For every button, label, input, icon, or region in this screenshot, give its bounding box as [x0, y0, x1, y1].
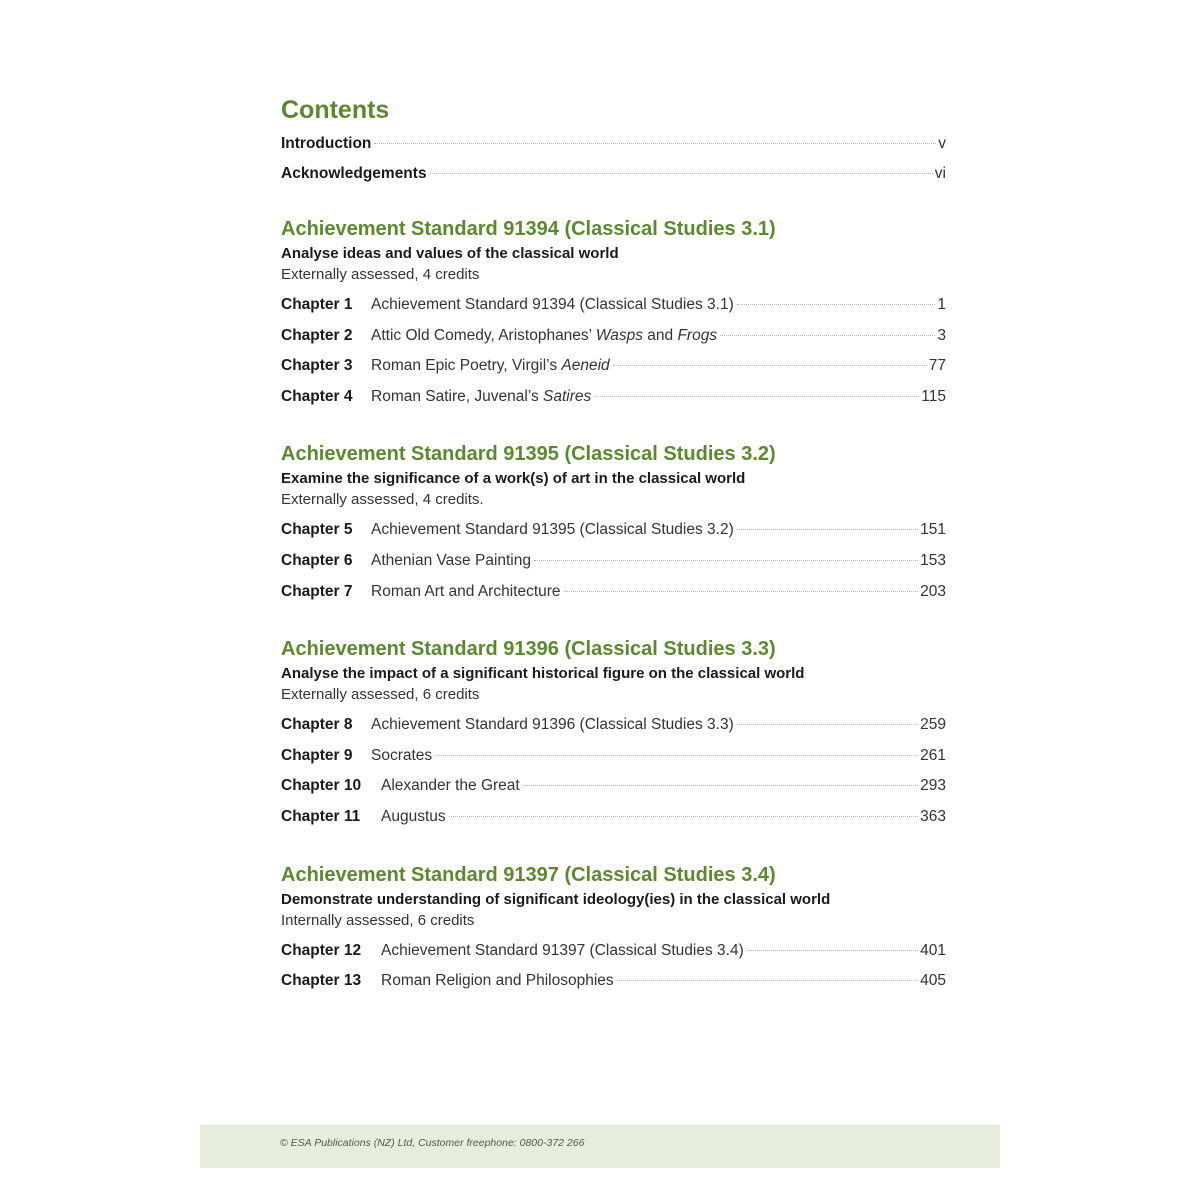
chapter-title-italic: Aeneid: [561, 357, 610, 375]
toc-entry-page: vi: [934, 164, 946, 182]
chapter-page: 115: [921, 387, 946, 405]
contents-body: [281, 94, 946, 1002]
toc-entry-page: v: [938, 135, 946, 152]
section-assessment: Externally assessed, 4 credits.: [281, 491, 484, 509]
dot-leader: [747, 950, 918, 951]
dot-leader: [737, 724, 918, 725]
chapter-title: [371, 356, 610, 376]
chapter-page: 1: [937, 296, 946, 313]
chapter-entry[interactable]: [281, 520, 946, 551]
standard-section: [281, 440, 946, 612]
chapter-title: [381, 776, 520, 796]
dot-leader: [430, 173, 933, 174]
chapter-entry[interactable]: [281, 776, 946, 807]
chapter-entry[interactable]: [281, 551, 946, 582]
toc-entry-introduction[interactable]: [281, 134, 946, 164]
chapter-page: 77: [928, 357, 946, 375]
chapter-label: Chapter 8: [281, 716, 353, 734]
chapter-label: Chapter 9: [281, 746, 353, 764]
chapter-entry[interactable]: [281, 807, 946, 838]
chapter-label: Chapter 10: [281, 777, 362, 795]
page-title: Contents: [281, 96, 390, 124]
section-assessment: Externally assessed, 4 credits: [281, 266, 480, 283]
dot-leader: [613, 365, 927, 366]
section-subtitle: Demonstrate understanding of significant ideology(ies) in the classical world: [281, 890, 831, 908]
chapter-title-text: Achievement Standard 91397 (Classical Studies 3.4): [381, 941, 744, 959]
chapter-title: [371, 551, 531, 571]
chapter-entry[interactable]: [281, 387, 946, 418]
chapter-entry[interactable]: [281, 941, 946, 972]
toc-entry-acknowledgements[interactable]: [281, 164, 946, 194]
footer-band: [200, 1125, 1000, 1168]
dot-leader: [523, 785, 918, 786]
chapter-title-italic: Wasps: [595, 326, 643, 344]
section-heading: Achievement Standard 91396 (Classical Studies 3.3): [281, 638, 776, 661]
chapter-entry[interactable]: [281, 746, 946, 777]
dot-leader: [594, 396, 919, 397]
chapter-label: Chapter 12: [281, 941, 362, 959]
chapter-title-text: Alexander the Great: [381, 777, 520, 795]
footer-copyright: © ESA Publications (NZ) Ltd, Customer freephone: 0800-372 266: [280, 1137, 585, 1149]
chapter-title: [371, 326, 717, 346]
dot-leader: [435, 755, 918, 756]
toc-entry-title: Acknowledgements: [281, 164, 427, 182]
chapter-page: 401: [920, 941, 946, 959]
dot-leader: [564, 591, 919, 592]
chapter-entry[interactable]: [281, 971, 946, 1002]
section-subtitle: Examine the significance of a work(s) of art in the classical world: [281, 470, 746, 488]
document-page: [200, 50, 1000, 1168]
chapter-title: [371, 746, 432, 766]
chapter-title-text: Attic Old Comedy, Aristophanes’: [371, 326, 596, 344]
section-assessment: Externally assessed, 6 credits: [281, 686, 480, 704]
chapter-title-text: and: [642, 326, 678, 344]
chapter-entry[interactable]: [281, 295, 946, 326]
section-heading: Achievement Standard 91394 (Classical Studies 3.1): [281, 218, 776, 240]
section-assessment: Internally assessed, 6 credits: [281, 911, 475, 929]
chapter-title-text: Socrates: [371, 746, 433, 764]
chapter-entry[interactable]: [281, 582, 946, 613]
chapter-label: Chapter 11: [281, 807, 361, 825]
toc-entry-title: Introduction: [281, 135, 372, 152]
chapter-entry[interactable]: [281, 326, 946, 357]
chapter-title: [371, 520, 734, 540]
chapter-page: 363: [920, 807, 946, 825]
standard-section: [281, 215, 946, 417]
chapter-label: Chapter 7: [281, 582, 353, 600]
chapter-page: 261: [920, 746, 946, 764]
chapter-label: Chapter 6: [281, 551, 353, 569]
chapter-label: Chapter 4: [281, 387, 353, 405]
dot-leader: [374, 143, 936, 144]
chapter-title-text: Achievement Standard 91395 (Classical Studies 3.2): [371, 521, 734, 539]
chapter-page: 405: [920, 972, 946, 990]
standard-section: [281, 635, 946, 837]
chapter-label: Chapter 13: [281, 972, 362, 990]
section-subtitle: Analyse the impact of a significant historical figure on the classical world: [281, 665, 805, 683]
chapter-label: Chapter 1: [281, 296, 353, 313]
chapter-title: [381, 807, 446, 827]
section-subtitle: Analyse ideas and values of the classical world: [281, 245, 619, 262]
chapter-page: 3: [937, 326, 946, 344]
chapter-title-text: Roman Satire, Juvenal’s: [371, 387, 544, 405]
chapter-title: [371, 387, 591, 407]
chapter-label: Chapter 5: [281, 521, 353, 539]
chapter-page: 151: [920, 521, 946, 539]
dot-leader: [534, 560, 918, 561]
chapter-title-italic: Frogs: [677, 326, 718, 344]
chapter-title: [381, 941, 744, 961]
chapter-entry[interactable]: [281, 356, 946, 387]
standard-section: [281, 861, 946, 1002]
chapter-page: 153: [920, 551, 946, 569]
chapter-title: [371, 715, 734, 735]
chapter-title: [371, 582, 561, 602]
chapter-title-text: Roman Religion and Philosophies: [381, 972, 614, 990]
chapter-page: 203: [920, 582, 946, 600]
section-heading: Achievement Standard 91395 (Classical Studies 3.2): [281, 443, 776, 466]
dot-leader: [737, 529, 918, 530]
chapter-label: Chapter 2: [281, 326, 353, 344]
chapter-title: [381, 971, 614, 991]
dot-leader: [737, 304, 936, 305]
chapter-entry[interactable]: [281, 715, 946, 746]
chapter-title-text: Achievement Standard 91396 (Classical Studies 3.3): [371, 716, 734, 734]
chapter-page: 259: [920, 716, 946, 734]
dot-leader: [617, 980, 918, 981]
chapter-title-text: Achievement Standard 91394 (Classical Studies 3.1): [371, 296, 734, 313]
section-heading: Achievement Standard 91397 (Classical Studies 3.4): [281, 863, 776, 886]
standards-sections: [281, 215, 946, 1002]
chapter-title-text: Roman Epic Poetry, Virgil’s: [371, 357, 562, 375]
chapter-title-italic: Satires: [543, 387, 592, 405]
chapter-title-text: Roman Art and Architecture: [371, 582, 561, 600]
dot-leader: [449, 816, 918, 817]
chapter-title-text: Athenian Vase Painting: [371, 551, 531, 569]
dot-leader: [720, 335, 935, 336]
chapter-label: Chapter 3: [281, 357, 353, 375]
chapter-title-text: Augustus: [381, 807, 446, 825]
chapter-page: 293: [920, 777, 946, 795]
chapter-title: [371, 295, 734, 315]
